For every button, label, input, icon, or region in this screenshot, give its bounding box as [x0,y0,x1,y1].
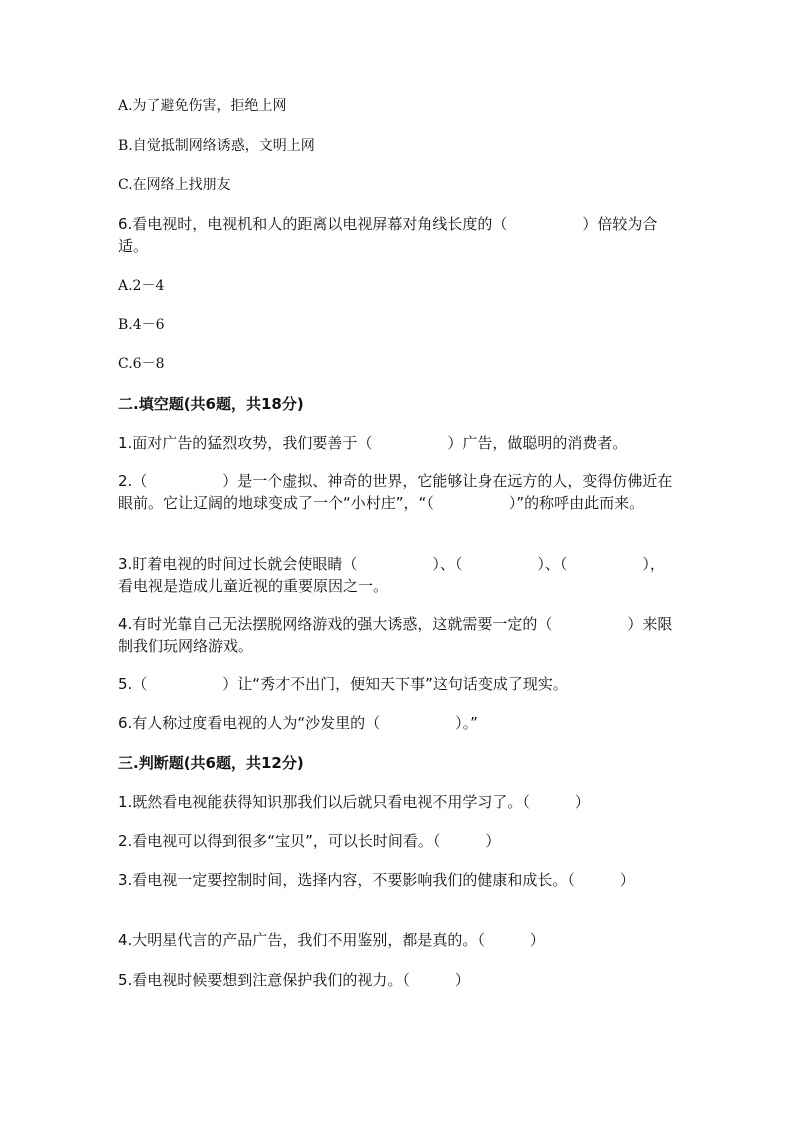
fill-question-5: 5.（ ）让“秀才不出门，便知天下事”这句话变成了现实。 [118,675,568,693]
q6-option-b: B.4－6 [118,317,165,333]
judge-question-2: 2.看电视可以得到很多“宝贝”，可以长时间看。（ ） [118,832,501,850]
q5-option-b: B.自觉抵制网络诱惑，文明上网 [118,138,315,154]
section3-title: 三.判断题(共6题，共12分) [118,754,304,772]
judge-question-1: 1.既然看电视能获得知识那我们以后就只看电视不用学习了。（ ） [118,793,590,811]
q6-option-a: A.2－4 [118,278,165,294]
judge-question-5: 5.看电视时候要想到注意保护我们的视力。（ ） [118,971,470,989]
q6-option-c: C.6－8 [118,356,165,372]
fill-question-1: 1.面对广告的猛烈攻势，我们要善于（ ）广告，做聪明的消费者。 [118,434,628,452]
fill-question-3: 3.盯着电视的时间过长就会使眼睛（ ）、（ ）、（ ），看电视是造成儿童近视的重要原因之一。 [118,555,665,595]
judge-question-4: 4.大明星代言的产品广告，我们不用鉴别，都是真的。（ ） [118,931,545,949]
section2-title: 二.填空题(共6题，共18分) [118,395,304,413]
judge-question-3: 3.看电视一定要控制时间，选择内容，不要影响我们的健康和成长。（ ） [118,871,635,889]
q6-stem: 6.看电视时，电视机和人的距离以电视屏幕对角线长度的（ ）倍较为合适。 [118,215,658,255]
fill-question-6: 6.有人称过度看电视的人为“沙发里的（ ）。” [118,714,478,732]
fill-question-4: 4.有时光靠自己无法摆脱网络游戏的强大诱惑，这就需要一定的（ ）来限制我们玩网络游戏。 [118,615,673,655]
q5-option-a: A.为了避免伤害，拒绝上网 [118,98,287,114]
fill-question-2: 2.（ ）是一个虚拟、神奇的世界，它能够让身在远方的人，变得仿佛近在眼前。它让辽阔的地球变成了一个“小村庄”，“（ ）”的称呼由此而来。 [118,472,673,512]
q5-option-c: C.在网络上找朋友 [118,177,231,193]
